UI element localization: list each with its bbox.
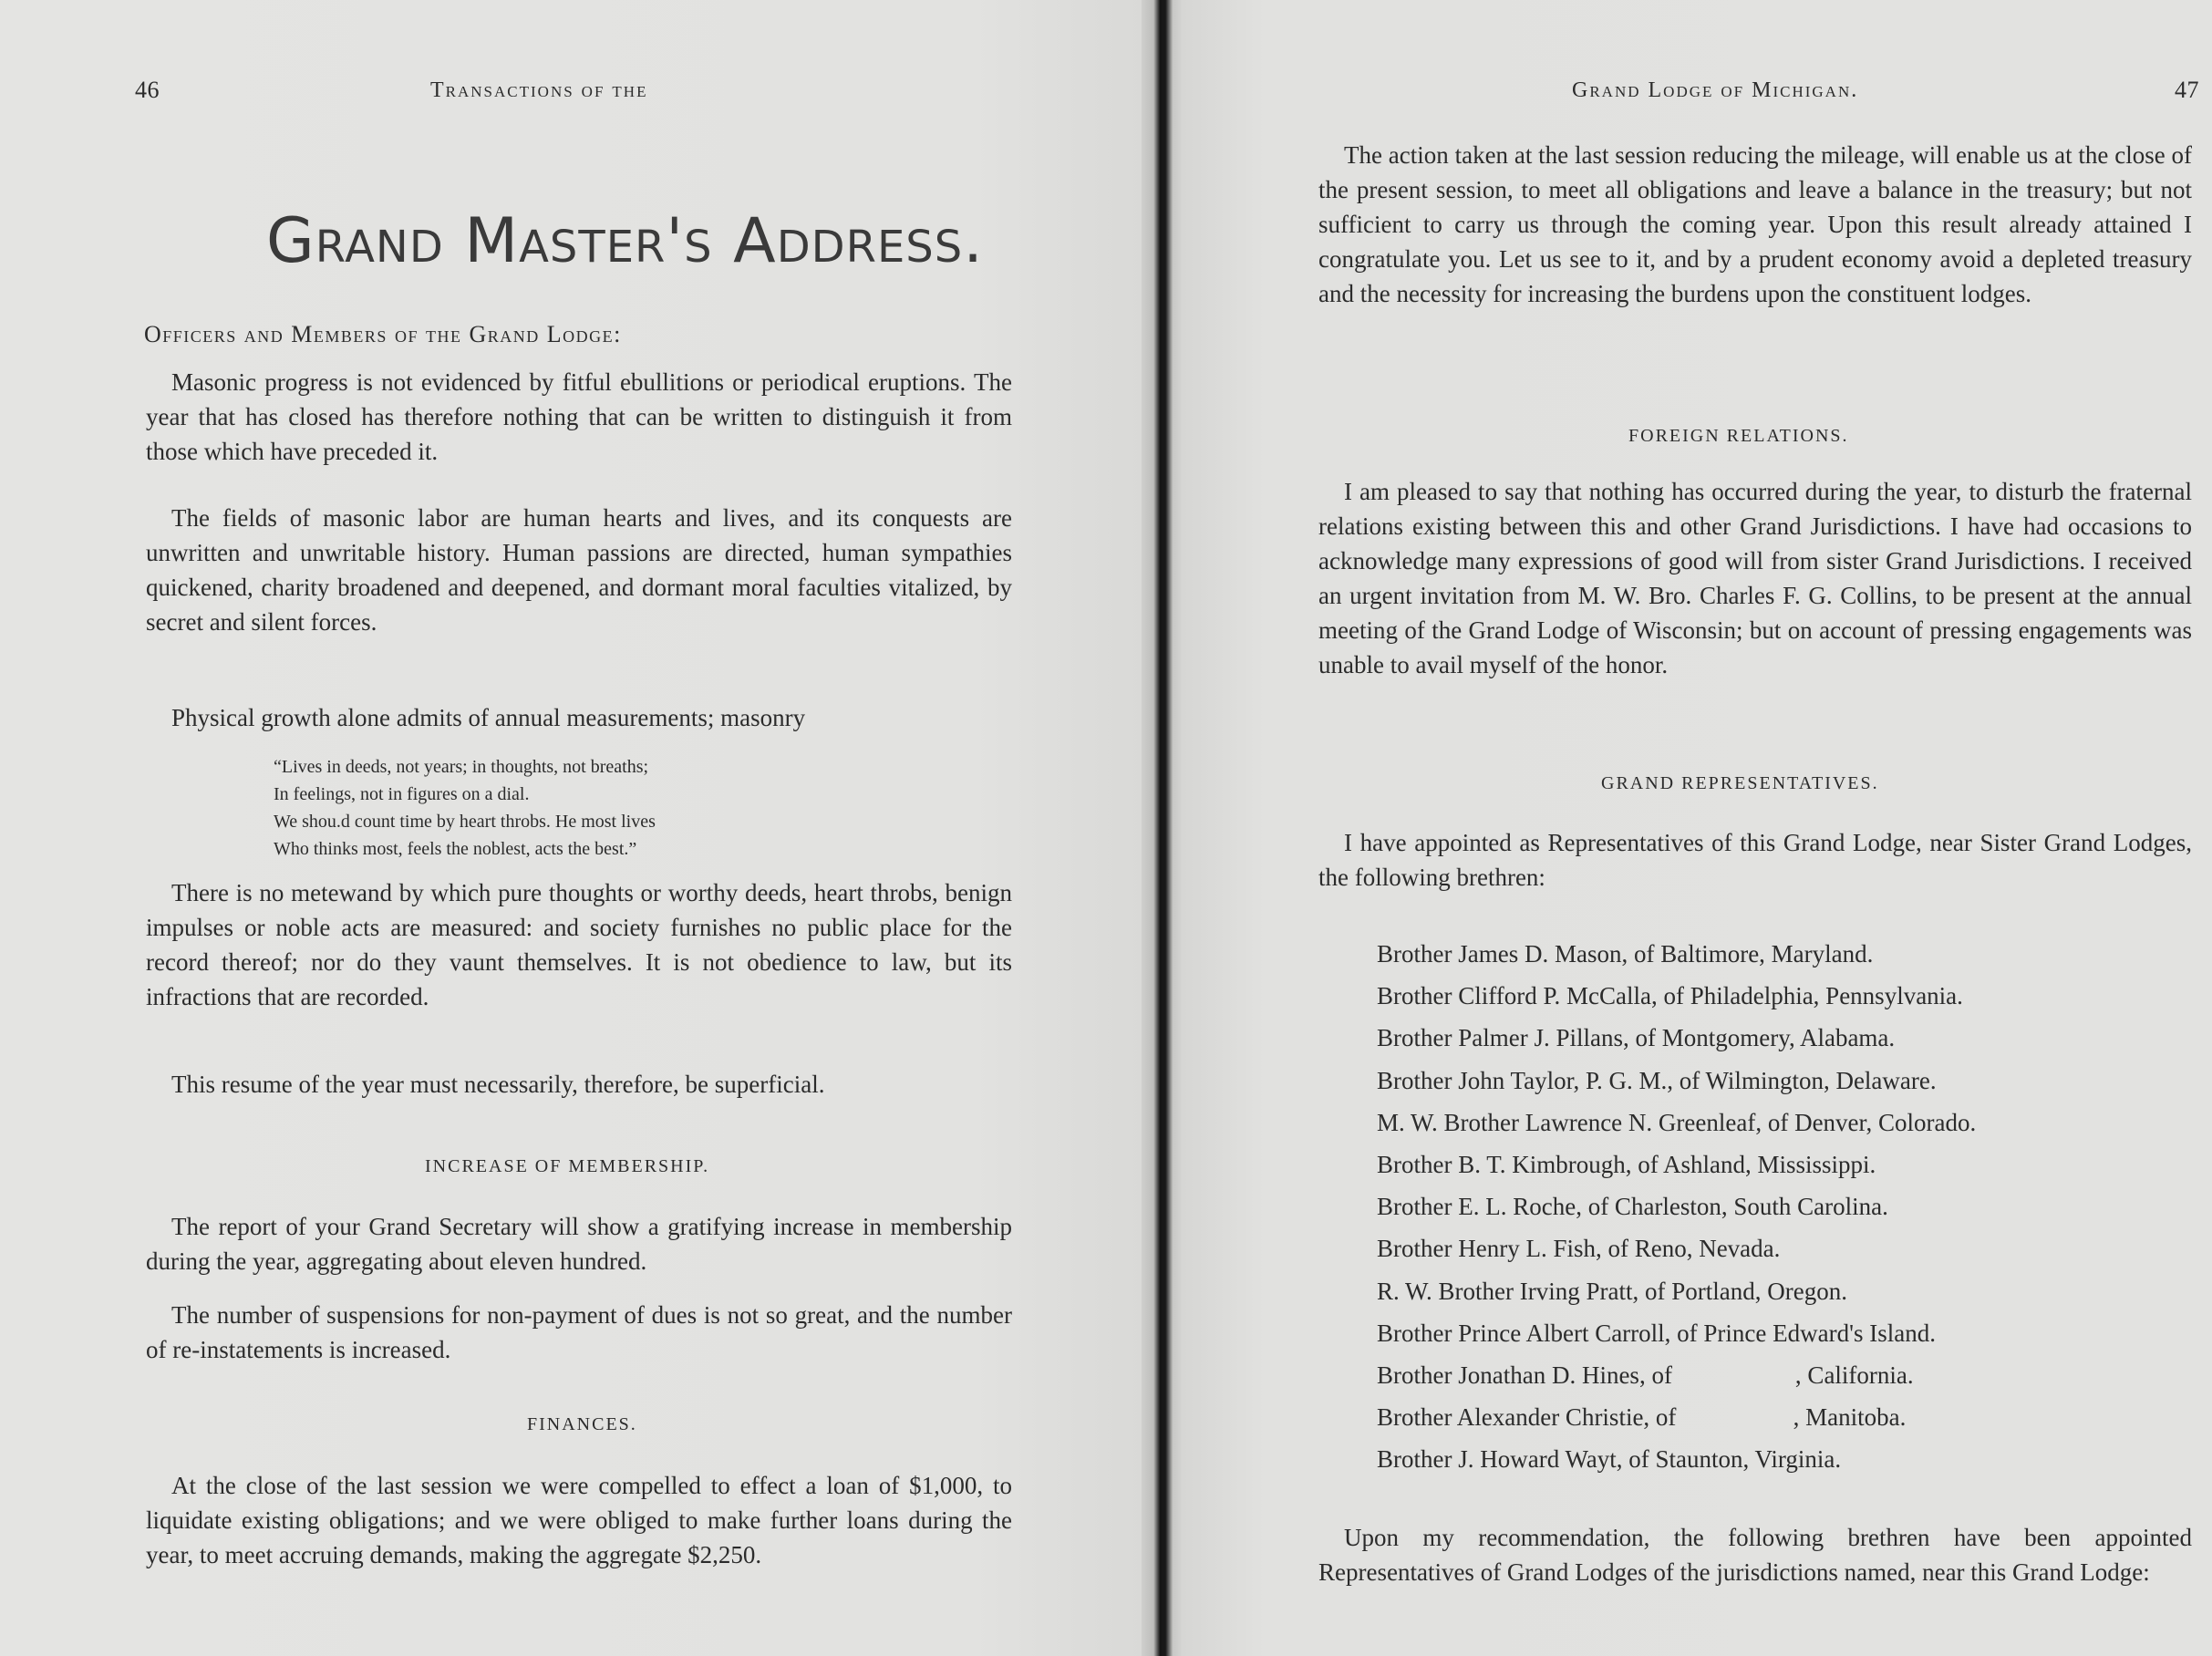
list-item: Brother James D. Mason, of Baltimore, Maryland. — [1377, 940, 1874, 968]
quote-line: Who thinks most, feels the noblest, acts the best.” — [274, 839, 637, 859]
list-item: Brother Jonathan D. Hines, of , California. — [1377, 1361, 1914, 1390]
paragraph: The action taken at the last session reducing the mileage, will enable us at the close of the present session, to meet all obligations and leave a balance in the treasury; but not sufficient to carry us through the coming year. Upon this result already attained I congratulate you. Let us see to it, and by a prudent economy avoid a depleted treasury and the necessity for increasing the burdens upon the constituent lodges. — [1318, 141, 2192, 307]
list-item: Brother Henry L. Fish, of Reno, Nevada. — [1377, 1235, 1781, 1263]
poem-quote — [274, 753, 656, 863]
list-item: R. W. Brother Irving Pratt, of Portland, Oregon. — [1377, 1277, 1847, 1305]
section-heading: FINANCES. — [527, 1414, 637, 1434]
paragraph: Upon my recommendation, the following brethren have been appointed Representatives of Grand Lodges of the jurisdictions named, near this Grand Lodge: — [1318, 1524, 2192, 1586]
section-heading: INCREASE OF MEMBERSHIP. — [425, 1156, 710, 1176]
paragraph: At the close of the last session we were compelled to effect a loan of $1,000, to liquidate existing obligations; and we were obliged to make further loans during the year, to meet accruing demands, making the aggregate $2,250. — [146, 1472, 1012, 1568]
list-item: Brother Clifford P. McCalla, of Philadelphia, Pennsylvania. — [1377, 982, 1963, 1010]
paragraph: I have appointed as Representatives of this Grand Lodge, near Sister Grand Lodges, the following brethren: — [1318, 829, 2192, 891]
list-item: Brother Palmer J. Pillans, of Montgomery, Alabama. — [1377, 1024, 1896, 1052]
paragraph: There is no metewand by which pure thoughts or worthy deeds, heart throbs, benign impulses or noble acts are measured: and society furnishes no public place for the record thereof; nor do they vaunt themselves. It is not obedience to law, but its infractions that are recorded. — [146, 879, 1012, 1010]
quote-line: “Lives in deeds, not years; in thoughts, not breaths; — [274, 757, 649, 777]
book-gutter — [1142, 0, 1182, 1656]
paragraph: This resume of the year must necessarily, therefore, be superficial. — [171, 1071, 825, 1098]
paragraph: Physical growth alone admits of annual measurements; masonry — [171, 704, 806, 731]
section-heading: GRAND REPRESENTATIVES. — [1601, 773, 1879, 793]
list-item: M. W. Brother Lawrence N. Greenleaf, of Denver, Colorado. — [1377, 1108, 1977, 1136]
list-item: Brother Prince Albert Carroll, of Prince Edward's Island. — [1377, 1319, 1936, 1347]
running-head: Transactions of the — [430, 78, 648, 102]
paragraph: The fields of masonic labor are human hearts and lives, and its conquests are unwritten and unwritable history. Human passions are directed, human sympathies quickened, charity broadened and deepened, and dormant moral faculties vitalized, by secret and silent forces. — [146, 504, 1012, 636]
list-item: Brother Alexander Christie, of , Manitoba. — [1377, 1403, 1907, 1432]
paragraph: Masonic progress is not evidenced by fitful ebullitions or periodical eruptions. The year that has closed has therefore nothing that can be written to distinguish it from those which have preceded it. — [146, 368, 1012, 465]
paragraph: The report of your Grand Secretary will show a gratifying increase in membership during the year, aggregating about eleven hundred. — [146, 1213, 1012, 1275]
page-number: 46 — [135, 77, 160, 103]
right-page — [1182, 0, 2212, 1656]
page-title: Grand Master's Address. — [266, 205, 984, 277]
page-number: 47 — [2175, 77, 2199, 103]
list-item: Brother J. Howard Wayt, of Staunton, Virginia. — [1377, 1445, 1842, 1474]
paragraph: I am pleased to say that nothing has occurred during the year, to disturb the fraternal relations existing between this and other Grand Jurisdictions. I have had occasions to acknowledge many expressions of good will from sister Grand Jurisdictions. I received an urgent invitation from M. W. Bro. Charles F. G. Collins, to be present at the annual meeting of the Grand Lodge of Wisconsin; but on account of pressing engagements was unable to avail myself of the honor. — [1318, 478, 2192, 678]
quote-line: We shou.d count time by heart throbs. He most lives — [274, 812, 656, 832]
list-item: Brother John Taylor, P. G. M., of Wilmington, Delaware. — [1377, 1066, 1937, 1094]
salutation: Officers and Members of the Grand Lodge: — [144, 321, 622, 347]
list-item: Brother E. L. Roche, of Charleston, South Carolina. — [1377, 1193, 1888, 1221]
quote-line: In feelings, not in figures on a dial. — [274, 784, 530, 804]
representatives-list — [1377, 933, 1976, 1481]
list-item: Brother B. T. Kimbrough, of Ashland, Mississippi. — [1377, 1151, 1876, 1179]
paragraph: The number of suspensions for non-payment of dues is not so great, and the number of re-instatements is increased. — [146, 1301, 1012, 1363]
section-heading: FOREIGN RELATIONS. — [1628, 426, 1849, 446]
running-head: Grand Lodge of Michigan. — [1572, 78, 1859, 102]
